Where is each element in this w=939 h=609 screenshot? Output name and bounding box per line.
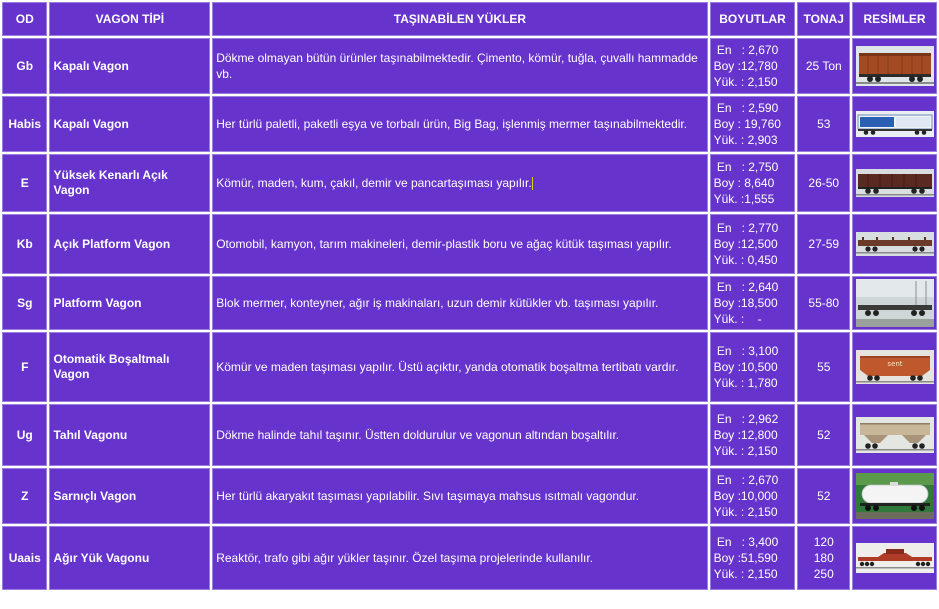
dimensions bbox=[710, 404, 796, 466]
dimension-height: Yük. : 2,150 bbox=[713, 505, 778, 519]
header-images: RESİMLER bbox=[852, 2, 937, 36]
tonnage: 25 Ton bbox=[797, 38, 850, 94]
dimension-height: Yük. : 2,903 bbox=[713, 133, 778, 147]
dimension-height: Yük. : 0,450 bbox=[713, 253, 778, 267]
dimension-height: Yük. : 1,780 bbox=[713, 376, 778, 390]
wagon-marking: sent bbox=[887, 360, 903, 368]
tank-wagon-image bbox=[856, 473, 934, 519]
dimension-width: En : 2,670 bbox=[713, 43, 779, 57]
wagon-type: Tahıl Vagonu bbox=[49, 404, 210, 466]
wagon-image-cell bbox=[852, 526, 937, 590]
header-row bbox=[2, 2, 937, 36]
high-sided-open-wagon-image bbox=[856, 169, 934, 197]
cargo-description: Blok mermer, konteyner, ağır iş makinaları, uzun demir kütükler vb. taşıması yapılır. bbox=[212, 276, 707, 330]
platform-wagon-image bbox=[856, 279, 934, 327]
text-cursor bbox=[532, 177, 533, 190]
wagon-type: Ağır Yük Vagonu bbox=[49, 526, 210, 590]
tonnage-value: 120 bbox=[813, 535, 834, 549]
dimension-length: Boy :10,000 bbox=[713, 489, 778, 503]
wagon-type: Açık Platform Vagon bbox=[49, 214, 210, 274]
dimension-width: En : 2,590 bbox=[713, 101, 779, 115]
cargo-description: Kömür ve maden taşıması yapılır. Üstü açıktır, yanda otomatik boşaltma tertibatı vardır. bbox=[212, 332, 707, 402]
grain-hopper-wagon-image bbox=[856, 417, 934, 453]
header-dimensions: BOYUTLAR bbox=[710, 2, 796, 36]
wagon-type: Kapalı Vagon bbox=[49, 38, 210, 94]
dimensions bbox=[710, 96, 796, 152]
wagon-code: Z bbox=[2, 468, 47, 524]
dimension-length: Boy : 19,760 bbox=[713, 117, 781, 131]
tonnage bbox=[797, 526, 850, 590]
table-row bbox=[2, 468, 937, 524]
table-row bbox=[2, 38, 937, 94]
dimension-width: En : 3,100 bbox=[713, 344, 779, 358]
tonnage: 52 bbox=[797, 468, 850, 524]
heavy-load-wagon-image bbox=[856, 543, 934, 573]
cargo-description: Dökme olmayan bütün ürünler taşınabilmektedir. Çimento, kömür, tuğla, çuvallı hammadde vb. bbox=[212, 38, 707, 94]
dimension-height: Yük. : 2,150 bbox=[713, 567, 778, 581]
dimension-length: Boy :10,500 bbox=[713, 360, 778, 374]
table-row bbox=[2, 526, 937, 590]
cargo-description: Otomobil, kamyon, tarım makineleri, demir-plastik boru ve ağaç kütük taşıması yapılır. bbox=[212, 214, 707, 274]
dimension-width: En : 2,640 bbox=[713, 280, 779, 294]
cargo-description: Dökme halinde tahıl taşınır. Üstten doldurulur ve vagonun altından boşaltılır. bbox=[212, 404, 707, 466]
cargo-description: Her türlü paletli, paketli eşya ve torbalı ürün, Big Bag, işlenmiş mermer taşınabilmektedir. bbox=[212, 96, 707, 152]
sliding-wall-wagon-image bbox=[856, 111, 934, 137]
dimensions bbox=[710, 526, 796, 590]
wagon-type: Platform Vagon bbox=[49, 276, 210, 330]
dimension-height: Yük. : 2,150 bbox=[713, 75, 778, 89]
dimension-length: Boy :12,500 bbox=[713, 237, 778, 251]
dimension-height: Yük. : - bbox=[713, 312, 762, 326]
header-tonnage: TONAJ bbox=[797, 2, 850, 36]
dimensions bbox=[710, 276, 796, 330]
table-row bbox=[2, 332, 937, 402]
dimension-length: Boy : 8,640 bbox=[713, 176, 775, 190]
wagon-type: Sarnıçlı Vagon bbox=[49, 468, 210, 524]
dimension-height: Yük. :1,555 bbox=[713, 192, 775, 206]
tonnage: 27-59 bbox=[797, 214, 850, 274]
table-row bbox=[2, 276, 937, 330]
tonnage: 52 bbox=[797, 404, 850, 466]
header-cargo: TAŞINABİLEN YÜKLER bbox=[212, 2, 707, 36]
wagon-image-cell bbox=[852, 332, 937, 402]
tonnage-value: 250 bbox=[813, 567, 834, 581]
wagon-image-cell bbox=[852, 214, 937, 274]
wagon-code: F bbox=[2, 332, 47, 402]
dimension-length: Boy :51,590 bbox=[713, 551, 778, 565]
table-row bbox=[2, 404, 937, 466]
covered-wagon-image bbox=[856, 46, 934, 86]
wagon-code: Gb bbox=[2, 38, 47, 94]
header-code: OD bbox=[2, 2, 47, 36]
dimension-height: Yük. : 2,150 bbox=[713, 444, 778, 458]
self-discharging-wagon-image bbox=[856, 350, 934, 384]
dimension-width: En : 3,400 bbox=[713, 535, 779, 549]
wagon-image-cell bbox=[852, 96, 937, 152]
wagon-code: Habis bbox=[2, 96, 47, 152]
dimension-length: Boy :12,780 bbox=[713, 59, 778, 73]
wagon-image-cell bbox=[852, 404, 937, 466]
tonnage: 26-50 bbox=[797, 154, 850, 212]
cargo-description bbox=[212, 154, 707, 212]
wagon-code: Sg bbox=[2, 276, 47, 330]
tonnage-value: 180 bbox=[813, 551, 834, 565]
open-platform-wagon-image bbox=[856, 232, 934, 256]
dimension-width: En : 2,750 bbox=[713, 160, 779, 174]
wagon-code: Ug bbox=[2, 404, 47, 466]
wagon-image-cell bbox=[852, 38, 937, 94]
dimension-width: En : 2,770 bbox=[713, 221, 779, 235]
tonnage: 55-80 bbox=[797, 276, 850, 330]
dimensions bbox=[710, 154, 796, 212]
wagon-image-cell bbox=[852, 154, 937, 212]
dimensions bbox=[710, 332, 796, 402]
dimension-width: En : 2,962 bbox=[713, 412, 779, 426]
wagon-code: Kb bbox=[2, 214, 47, 274]
dimensions bbox=[710, 214, 796, 274]
wagon-type: Yüksek Kenarlı Açık Vagon bbox=[49, 154, 210, 212]
cargo-description: Reaktör, trafo gibi ağır yükler taşınır. Özel taşıma projelerinde kullanılır. bbox=[212, 526, 707, 590]
dimensions bbox=[710, 38, 796, 94]
wagon-code: Uaais bbox=[2, 526, 47, 590]
table-row bbox=[2, 96, 937, 152]
wagon-image-cell bbox=[852, 468, 937, 524]
wagon-code: E bbox=[2, 154, 47, 212]
table-row bbox=[2, 214, 937, 274]
tonnage: 55 bbox=[797, 332, 850, 402]
wagon-image-cell bbox=[852, 276, 937, 330]
table-row bbox=[2, 154, 937, 212]
cargo-description: Her türlü akaryakıt taşıması yapılabilir. Sıvı taşımaya mahsus ısıtmalı vagondur. bbox=[212, 468, 707, 524]
header-wagon-type: VAGON TİPİ bbox=[49, 2, 210, 36]
dimension-width: En : 2,670 bbox=[713, 473, 779, 487]
wagon-type: Otomatik Boşaltmalı Vagon bbox=[49, 332, 210, 402]
cargo-text: Kömür, maden, kum, çakıl, demir ve pancartaşıması yapılır. bbox=[216, 176, 532, 190]
wagon-type: Kapalı Vagon bbox=[49, 96, 210, 152]
tonnage: 53 bbox=[797, 96, 850, 152]
dimension-length: Boy :12,800 bbox=[713, 428, 778, 442]
dimensions bbox=[710, 468, 796, 524]
dimension-length: Boy :18,500 bbox=[713, 296, 778, 310]
